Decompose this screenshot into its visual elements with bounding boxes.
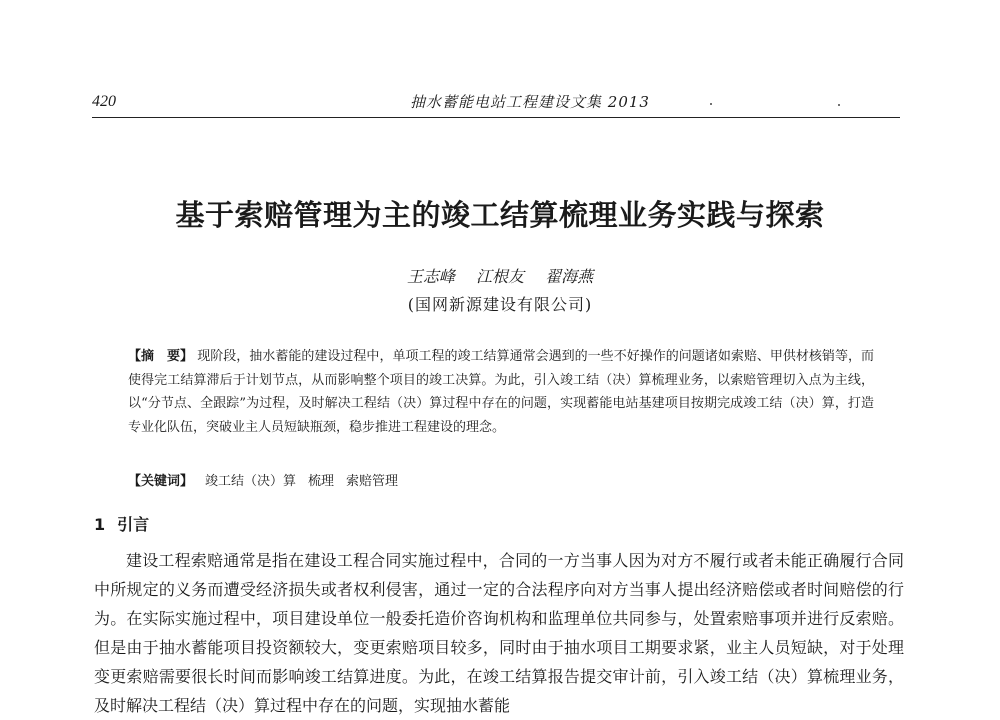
abstract — [128, 345, 874, 439]
author-name: 翟海燕 — [545, 267, 594, 286]
author-name: 王志峰 — [406, 267, 455, 286]
keywords — [128, 472, 874, 492]
keyword: 索赔管理 — [346, 474, 399, 489]
keyword: 梳理 — [308, 474, 335, 489]
affiliation: (国网新源建设有限公司) — [407, 295, 593, 314]
page-header — [92, 85, 900, 115]
author-name: 江根友 — [475, 267, 524, 286]
section-number: 1 — [94, 515, 106, 534]
article-title: 基于索赔管理为主的竣工结算梳理业务实践与探索 — [175, 198, 825, 232]
body-paragraph: 建设工程索赔通常是指在建设工程合同实施过程中，合同的一方当事人因为对方不履行或者未能正确履行合同中所规定的义务而遭受经济损失或者权利侵害，通过一定的合法程序向对方当事人提出经济赔偿或者时间赔偿的行为。在实际实施过程中，项目建设单位一般委托造价咨询机构和监理单位共同参与，处置索赔事项并进行反索赔。但是由于抽水蓄能项目投资额较大，变更索赔项目较多，同时由于抽水项目工期要求紧，业主人员短缺，对于处理变更索赔需要很长时间而影响竣工结算进度。为此，在竣工结算报告提交审计前，引入竣工结（决）算梳理业务，及时解决工程结（决）算过程中存在的问题，实现抽水蓄能 — [94, 551, 904, 715]
scan-speck — [710, 103, 712, 105]
scan-speck — [838, 104, 840, 106]
keywords-label: 【关键词】 — [128, 474, 194, 489]
section-title: 引言 — [117, 515, 150, 534]
header-rule — [92, 117, 900, 118]
section-heading — [94, 512, 149, 535]
author-list — [0, 264, 1000, 287]
page-number: 420 — [92, 93, 116, 110]
running-title: 抽水蓄能电站工程建设文集 2013 — [410, 93, 650, 111]
abstract-text: 现阶段，抽水蓄能的建设过程中，单项工程的竣工结算通常会遇到的一些不好操作的问题诸如索赔、甲供材核销等，而使得完工结算滞后于计划节点，从而影响整个项目的竣工决算。为此，引入竣工结（决）算梳理业务，以索赔管理切入点为主线，以“分节点、全跟踪”为过程，及时解决工程结（决）算过程中存在的问题，实现蓄能电站基建项目按期完成竣工结（决）算，打造专业化队伍，突破业主人员短缺瓶颈，稳步推进工程建设的理念。 — [128, 349, 874, 435]
keyword: 竣工结（决）算 — [205, 474, 297, 489]
abstract-label: 【摘 要】 — [128, 349, 194, 364]
